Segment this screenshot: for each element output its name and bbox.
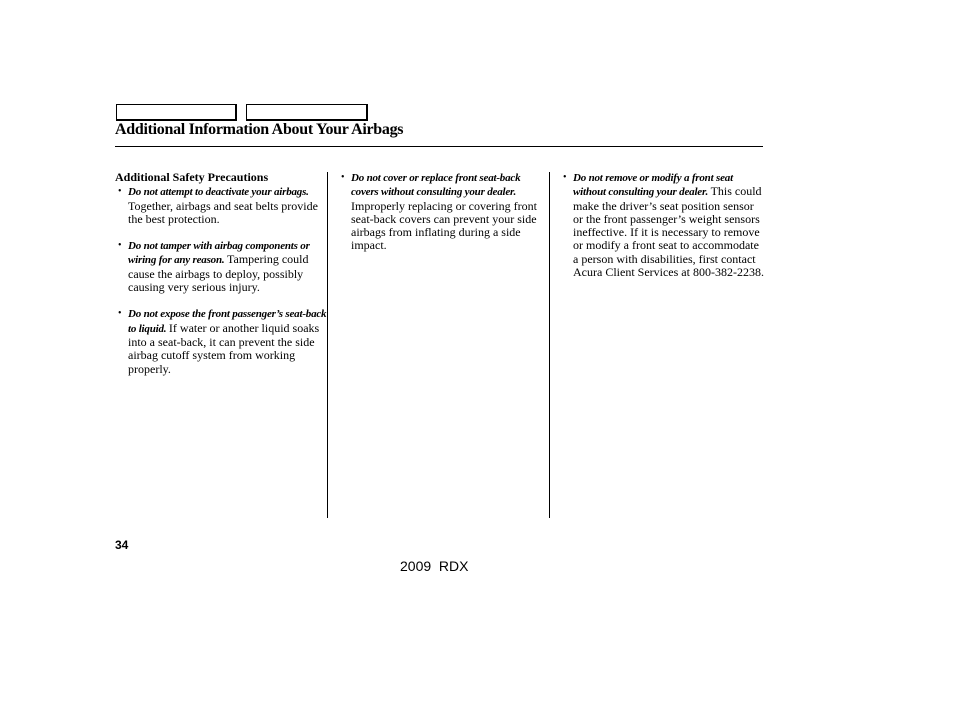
precaution-text: Together, airbags and seat belts provide the best protection. xyxy=(128,198,318,226)
page-number: 34 xyxy=(115,538,129,552)
bullet-icon: • xyxy=(118,186,122,198)
bullet-icon: • xyxy=(118,240,122,252)
precaution-item xyxy=(115,239,327,294)
precaution-warning: Do not cover or replace front seat-back covers without consulting your dealer. xyxy=(351,172,521,199)
column-3 xyxy=(560,171,766,292)
precaution-text: If water or another liquid soaks into a seat-back, it can prevent the side airbag cutoff system from working properly. xyxy=(128,320,320,376)
precaution-item xyxy=(560,171,766,279)
precaution-warning: Do not attempt to deactivate your airbags. xyxy=(128,186,309,199)
column-2 xyxy=(338,171,546,266)
footer-model: 2009 RDX xyxy=(400,558,469,574)
precaution-text: This could make the driver’s seat position sensor or the front passenger’s weight sensors ineffective. If it is necessary to remove or modify a front seat to accommodate a person with disabilities, first contact Acura Client Services at 800-382-2238. xyxy=(573,184,764,280)
precaution-warning: Do not tamper with airbag components or wiring for any reason. xyxy=(128,240,310,267)
precaution-item xyxy=(338,171,546,253)
precaution-warning: Do not remove or modify a front seat without consulting your dealer. xyxy=(573,172,733,199)
precaution-warning: Do not expose the front passenger’s seat-back to liquid. xyxy=(128,308,327,335)
precaution-item xyxy=(115,307,327,375)
page-title: Additional Information About Your Airbags xyxy=(115,121,404,138)
precaution-text: Tampering could cause the airbags to deploy, possibly causing very serious injury. xyxy=(128,252,309,295)
section-tab-1 xyxy=(116,104,237,121)
bullet-icon: • xyxy=(563,172,567,183)
section-tab-2 xyxy=(246,104,368,121)
precaution-item xyxy=(115,185,327,226)
column-1 xyxy=(115,171,327,389)
title-divider xyxy=(115,146,763,147)
precaution-text: Improperly replacing or covering front seat-back covers can prevent your side airbags from inflating during a side impact. xyxy=(351,198,537,253)
column-divider-1 xyxy=(327,172,328,518)
bullet-icon: • xyxy=(341,172,345,183)
column-divider-2 xyxy=(549,172,550,518)
bullet-icon: • xyxy=(118,308,122,320)
section-heading: Additional Safety Precautions xyxy=(115,170,269,184)
